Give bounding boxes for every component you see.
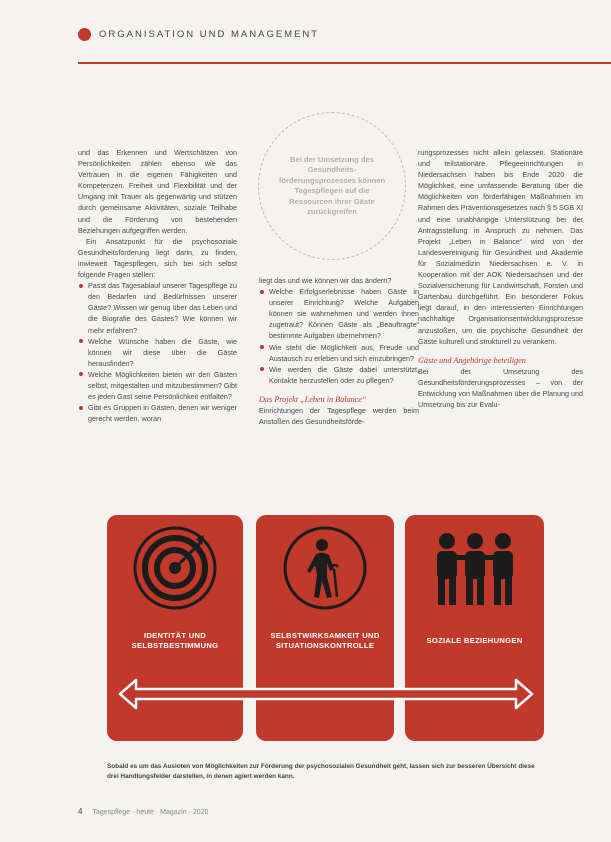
paragraph: Einrichtungen der Tagespflege werden beim Anstoßen des Gesundheitsförde- — [259, 406, 419, 427]
list-item: Wie werden die Gäste dabei unterstützt, Kontakte herzustellen oder zu pflegen? — [259, 364, 419, 386]
section-title: ORGANISATION UND MANAGEMENT — [99, 29, 320, 40]
question-list — [78, 280, 237, 424]
page-number: 4 — [78, 807, 83, 816]
field-label: SELBSTWIRKSAMKEIT UND SITUATIONSKONTROLLE — [270, 631, 380, 650]
paragraph: Bei der Umsetzung des Gesundheitsförderungsprozesses – von der Entwicklung von Maßnahmen über die Planung und Umsetzung bis zur Evalu- — [418, 366, 583, 410]
header-rule — [78, 62, 611, 64]
section-dot-icon — [78, 28, 91, 41]
list-item: Wie steht die Möglichkeit aus, Freude und Austausch zu erleben und sich einzubringen? — [259, 342, 419, 364]
question-list — [259, 286, 419, 386]
list-item: Passt das Tagesablauf unserer Tagespflege zu den Bedarfen und Bedürfnissen unserer Gäste? Wissen wir genug über das Leben und die Biografie des Gastes? Wie können wir mehr erfahren? — [78, 280, 237, 335]
paragraph: Ein Ansatzpunkt für die psychosoziale Gesundheitsförderung liegt darin, zu finden, inwieweit Tagespflegen, sich bei sich selbst folgende Fragen stellen: — [78, 236, 237, 280]
list-item: Welche Möglichkeiten bieten wir den Gästen selbst, mitgestalten und mitzubestimmen? Gibt es jeden Gast seine Persönlichkeit entfalten? — [78, 369, 237, 402]
page-footer — [78, 807, 208, 816]
column-2 — [259, 275, 419, 427]
publication-name: Tagespflege · heute · Magazin · 2020 — [92, 809, 209, 816]
paragraph: rungsprozesses nicht allein gelassen. Stationäre und teilstationäre Pflegeeinrichtungen in Niedersachsen haben bis Ende 2020 die Möglichkeit, eine umfassende Beratung über die Möglichkeiten von förderfähigen Maßnahmen im Rahmen des Präventionsgesetzes nach § 5 SGB XI und eine unabhängige Unterstützung bei der Antragsstellung in Anspruch zu nehmen. Das Projekt „Leben in Balance“ wird von der Landesvereinigung für Gesundheit und Akademie für Sozialmedizin Niedersachsen e. V. in Kooperation mit der AOK Niedersachsen und der Sozialversicherung für Landwirtschaft, Forsten und Gartenbau durchgeführt. Ein besonderer Fokus liegt darauf, in den interessierten Einrichtungen nachhaltige Organisationsentwicklungsprozesse anzustoßen, um die psychische Gesundheit der Gäste kulturell und strukturell zu verankern. — [418, 148, 584, 346]
elderly-person-icon — [282, 525, 368, 611]
column-3 — [418, 147, 583, 410]
list-item: Gibt es Gruppen in Gästen, denen wir weniger gerecht werden, woran — [78, 402, 237, 424]
group-icon — [425, 525, 525, 611]
list-item: Welche Erfolgserlebnisse haben Gäste in unserer Einrichtung? Welche Aufgaben können sie wahrnehmen und werden ihnen zugetraut? Können Gäste als „Beauftragte“ bestimmte Aufgaben übernehmen? — [259, 286, 419, 341]
list-item: Welche Wünsche haben die Gäste, wie können wir diese über die Gäste herausfinden? — [78, 336, 237, 369]
subheading: Gäste und Angehörige beteiligen — [418, 355, 526, 365]
pull-quote-text: Bei der Umsetzung des Gesundheits-förderungsprozesses können Tagespflegen auf die Ressourcen ihrer Gäste zurückgreifen — [278, 154, 386, 216]
paragraph: und das Erkennen und Wertschätzen von Persönlichkeiten zählen ebenso wie das Vertrauen in die eigenen Fähigkeiten und Kompetenzen. Freiheit und Flexibilität und der Umgang mit Trauer als gegenwärtig und stützen durch gemeinsame Aktivitäten, soziale Teilhabe und die Förderung von bestehenden Beziehungen aufgegriffen werden. — [78, 148, 237, 235]
field-label: SOZIALE BEZIEHUNGEN — [426, 636, 523, 645]
field-label: IDENTITÄT UND SELBSTBESTIMMUNG — [131, 631, 219, 650]
double-arrow-icon — [118, 676, 534, 712]
subheading: Das Projekt „Leben in Balance“ — [259, 394, 367, 404]
target-icon — [132, 525, 218, 611]
section-header — [78, 28, 319, 41]
figure-caption: Sobald es um das Ausloten von Möglichkeiten zur Förderung der psychosozialen Gesundheit geht, lassen sich zur besseren Übersicht diese drei Handlungsfelder darstellen, in denen agiert werden kann. — [107, 763, 535, 780]
column-1 — [78, 147, 237, 424]
paragraph: liegt das und wie können wir das ändern? — [259, 276, 392, 285]
pull-quote — [258, 112, 406, 260]
